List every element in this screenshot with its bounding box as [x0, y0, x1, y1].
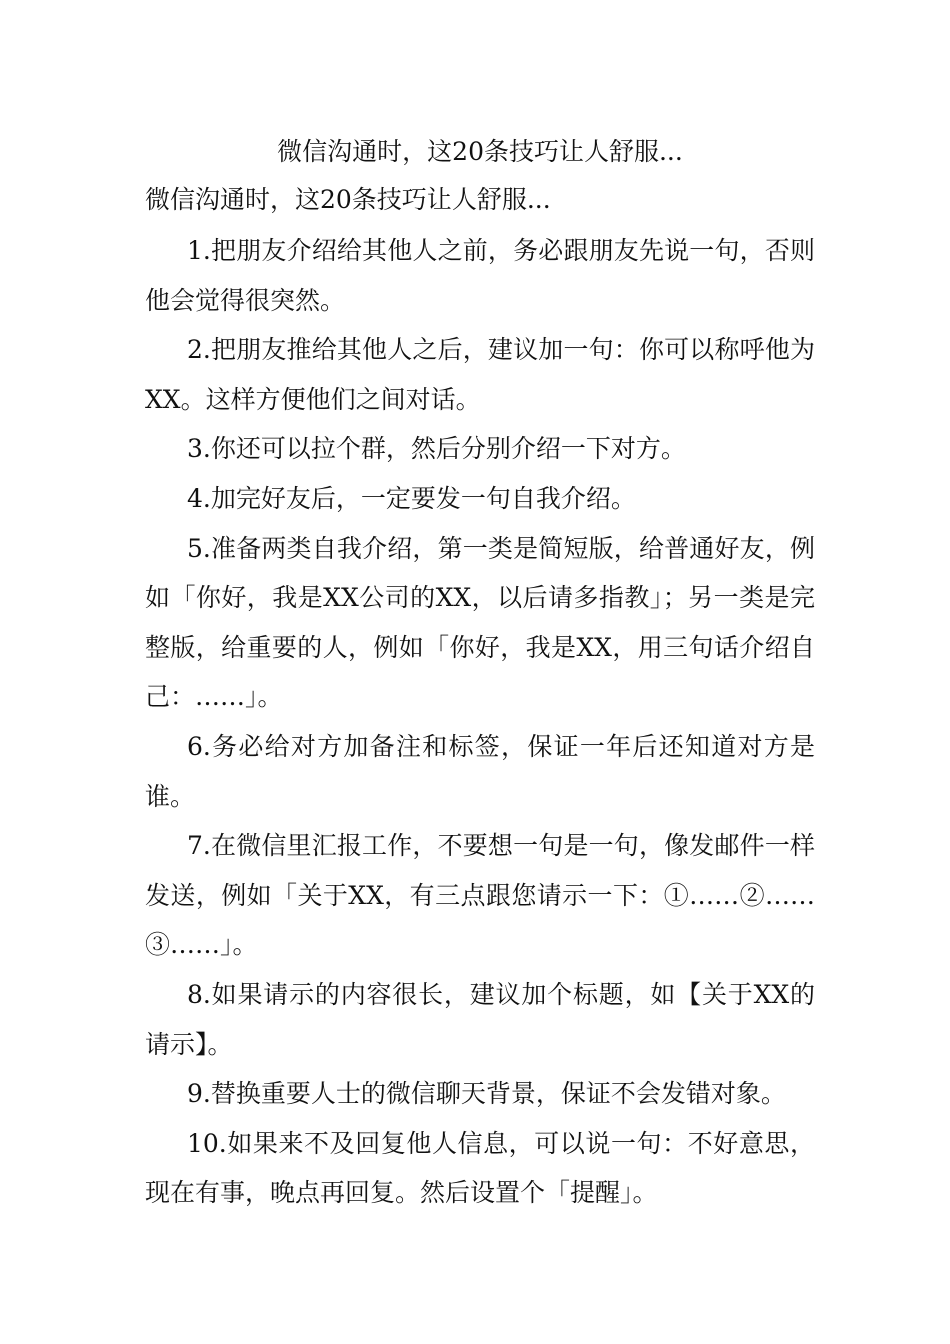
- document-subtitle: 微信沟通时，这20条技巧让人舒服...: [145, 185, 551, 214]
- paragraph-4: 4.加完好友后，一定要发一句自我介绍。: [187, 483, 636, 513]
- paragraph-9: 9.替换重要人士的微信聊天背景，保证不会发错对象。: [187, 1079, 786, 1109]
- paragraph-6: 6.务必给对方加备注和标签，保证一年后还知道对方是谁。: [145, 731, 815, 811]
- document-page: [145, 128, 815, 1218]
- paragraph-10: 10.如果来不及回复他人信息，可以说一句：不好意思，现在有事，晚点再回复。然后设置个「提醒」。: [145, 1128, 815, 1208]
- document-title: 微信沟通时，这20条技巧让人舒服...: [277, 137, 683, 166]
- paragraph-1: 1.把朋友介绍给其他人之前，务必跟朋友先说一句，否则他会觉得很突然。: [145, 236, 815, 315]
- paragraph-8: 8.如果请示的内容很长，建议加个标题，如【关于XX的请示】。: [145, 979, 815, 1059]
- paragraph-3: 3.你还可以拉个群，然后分别介绍一下对方。: [187, 434, 686, 464]
- paragraph-5: 5.准备两类自我介绍，第一类是简短版，给普通好友，例如「你好，我是XX公司的XX，以后请多指教」；另一类是完整版，给重要的人，例如「你好，我是XX，用三句话介绍自己：……」。: [145, 533, 815, 712]
- paragraph-7: 7.在微信里汇报工作，不要想一句是一句，像发邮件一样发送，例如「关于XX，有三点跟您请示一下：①……②……③……」。: [145, 831, 815, 960]
- paragraph-2: 2.把朋友推给其他人之后，建议加一句：你可以称呼他为XX。这样方便他们之间对话。: [145, 335, 815, 414]
